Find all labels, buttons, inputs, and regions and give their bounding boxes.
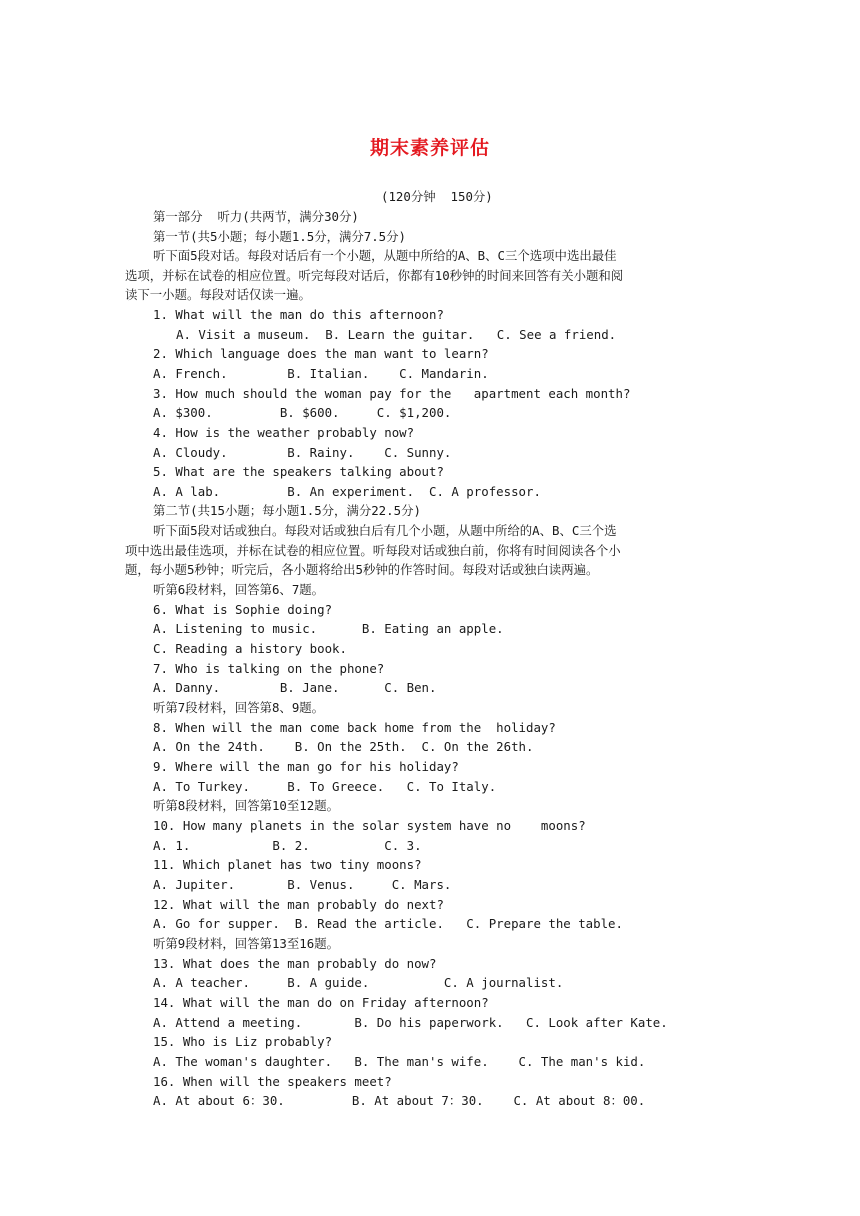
text-line: A. Visit a museum. B. Learn the guitar. C. See a friend. xyxy=(176,327,617,342)
text-line: A. The woman's daughter. B. The man's wife. C. The man's kid. xyxy=(153,1054,646,1069)
text-line: 6. What is Sophie doing? xyxy=(153,602,333,617)
text-line: A. Attend a meeting. B. Do his paperwork. C. Look after Kate. xyxy=(153,1015,668,1030)
text-line: C. Reading a history book. xyxy=(153,641,347,656)
text-line: 读下一小题。每段对话仅读一遍。 xyxy=(125,287,311,302)
text-line: 听下面5段对话或独白。每段对话或独白后有几个小题，从题中所给的A、B、C三个选 xyxy=(153,523,617,538)
text-line: A. On the 24th. B. On the 25th. C. On the 26th. xyxy=(153,739,534,754)
text-line: 14. What will the man do on Friday afternoon? xyxy=(153,995,489,1010)
text-line: 2. Which language does the man want to learn? xyxy=(153,346,489,361)
text-line: A. A teacher. B. A guide. C. A journalist. xyxy=(153,975,564,990)
text-line: 听第6段材料，回答第6、7题。 xyxy=(153,582,325,597)
text-line: 听下面5段对话。每段对话后有一个小题，从题中所给的A、B、C三个选项中选出最佳 xyxy=(153,248,617,263)
text-line: A. Cloudy. B. Rainy. C. Sunny. xyxy=(153,445,452,460)
text-line: 16. When will the speakers meet? xyxy=(153,1074,392,1089)
text-line: A. 1. B. 2. C. 3. xyxy=(153,838,422,853)
text-line: 第一节(共5小题；每小题1.5分，满分7.5分) xyxy=(153,229,406,244)
text-line: A. Go for supper. B. Read the article. C. Prepare the table. xyxy=(153,916,623,931)
text-line: 11. Which planet has two tiny moons? xyxy=(153,857,422,872)
text-line: 3. How much should the woman pay for the apartment each month? xyxy=(153,386,631,401)
text-line: A. At about 6：30. B. At about 7：30. C. At about 8：00. xyxy=(153,1093,646,1108)
text-line: 5. What are the speakers talking about? xyxy=(153,464,444,479)
text-line: 第二节(共15小题；每小题1.5分，满分22.5分) xyxy=(153,503,421,518)
text-line: 听第8段材料，回答第10至12题。 xyxy=(153,798,339,813)
text-line: A. Jupiter. B. Venus. C. Mars. xyxy=(153,877,452,892)
text-line: 7. Who is talking on the phone? xyxy=(153,661,385,676)
text-line: A. Listening to music. B. Eating an apple. xyxy=(153,621,504,636)
text-line: A. $300. B. $600. C. $1,200. xyxy=(153,405,452,420)
text-line: 12. What will the man probably do next? xyxy=(153,897,444,912)
text-line: 13. What does the man probably do now? xyxy=(153,956,437,971)
text-line: A. Danny. B. Jane. C. Ben. xyxy=(153,680,437,695)
text-line: 听第7段材料，回答第8、9题。 xyxy=(153,700,325,715)
text-line: 10. How many planets in the solar system have no moons? xyxy=(153,818,586,833)
text-line: 8. When will the man come back home from the holiday? xyxy=(153,720,556,735)
text-line: 项中选出最佳选项，并标在试卷的相应位置。听每段对话或独白前，你将有时间阅读各个小 xyxy=(125,543,621,558)
text-line: A. To Turkey. B. To Greece. C. To Italy. xyxy=(153,779,497,794)
text-line: 题，每小题5秒钟；听完后，各小题将给出5秒钟的作答时间。每段对话或独白读两遍。 xyxy=(125,562,599,577)
text-line: 4. How is the weather probably now? xyxy=(153,425,415,440)
text-line: 1. What will the man do this afternoon? xyxy=(153,307,444,322)
text-line: 15. Who is Liz probably? xyxy=(153,1034,333,1049)
text-line: A. French. B. Italian. C. Mandarin. xyxy=(153,366,489,381)
text-line: 选项，并标在试卷的相应位置。听完每段对话后，你都有10秒钟的时间来回答有关小题和阅 xyxy=(125,268,624,283)
text-line: (120分钟 150分) xyxy=(381,189,493,204)
text-line: A. A lab. B. An experiment. C. A professor. xyxy=(153,484,541,499)
text-line: 听第9段材料，回答第13至16题。 xyxy=(153,936,339,951)
text-line: 9. Where will the man go for his holiday? xyxy=(153,759,459,774)
text-line: 第一部分 听力(共两节，满分30分) xyxy=(153,209,359,224)
page-title: 期末素养评估 xyxy=(369,137,490,159)
